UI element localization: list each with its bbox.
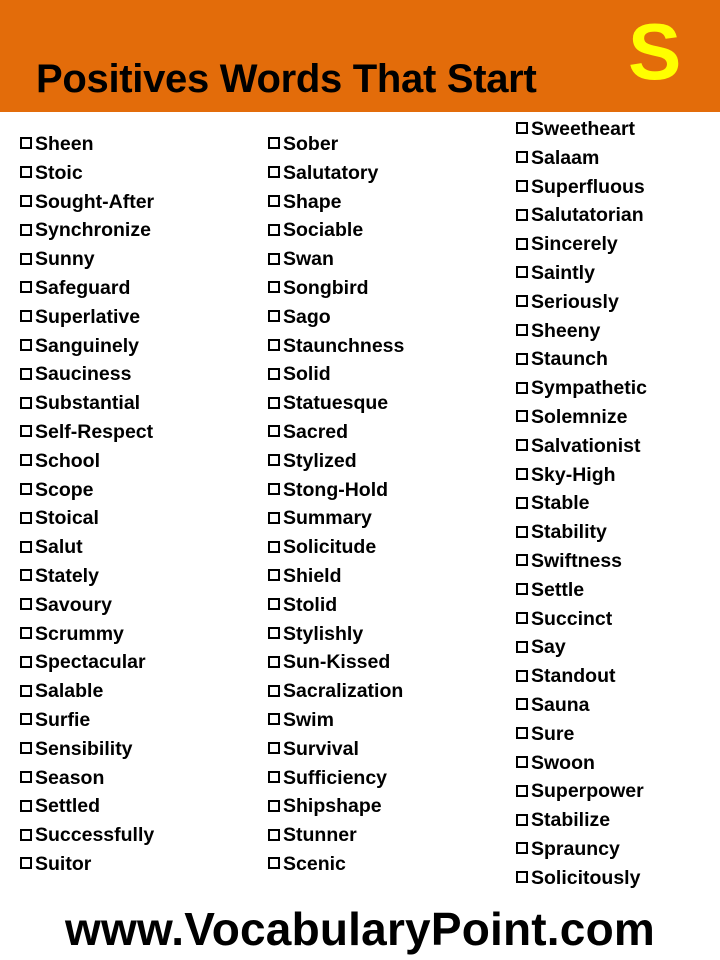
highlight-letter: S (628, 7, 682, 96)
list-item (268, 504, 404, 533)
word-label: Scope (35, 478, 94, 501)
list-item (268, 159, 404, 188)
list-item (516, 461, 647, 490)
checkbox-icon (268, 224, 280, 236)
checkbox-icon (20, 224, 32, 236)
checkbox-icon (516, 324, 528, 336)
word-label: Spectacular (35, 651, 146, 674)
word-label: Sacralization (283, 680, 404, 703)
list-item (516, 777, 647, 806)
checkbox-icon (516, 554, 528, 566)
checkbox-icon (516, 583, 528, 595)
word-label: Solemnize (531, 405, 628, 428)
list-item (516, 345, 647, 374)
word-label: Safeguard (35, 276, 131, 299)
list-item (20, 130, 154, 159)
list-item (268, 245, 404, 274)
checkbox-icon (268, 137, 280, 149)
checkbox-icon (516, 871, 528, 883)
checkbox-icon (516, 151, 528, 163)
checkbox-icon (516, 439, 528, 451)
word-label: Shape (283, 190, 342, 213)
checkbox-icon (20, 656, 32, 668)
list-item (268, 533, 404, 562)
checkbox-icon (20, 368, 32, 380)
word-label: Stunner (283, 824, 357, 847)
word-label: Self-Respect (35, 420, 154, 443)
checkbox-icon (20, 627, 32, 639)
checkbox-icon (268, 368, 280, 380)
list-item (268, 821, 404, 850)
word-label: Synchronize (35, 219, 151, 242)
word-label: Stable (531, 492, 590, 515)
list-item (268, 188, 404, 217)
checkbox-icon (20, 253, 32, 265)
list-item (20, 418, 154, 447)
list-item (268, 764, 404, 793)
checkbox-icon (268, 454, 280, 466)
word-column-3 (516, 115, 647, 893)
list-item (20, 245, 154, 274)
word-label: Savoury (35, 593, 112, 616)
word-label: Sure (531, 722, 575, 745)
list-item (268, 677, 404, 706)
list-item (268, 476, 404, 505)
word-label: Superfluous (531, 175, 645, 198)
word-label: Sauna (531, 693, 590, 716)
list-item (268, 591, 404, 620)
list-item (516, 144, 647, 173)
word-label: Sufficiency (283, 766, 388, 789)
footer-url: www.VocabularyPoint.com (65, 903, 655, 955)
word-column-2 (268, 130, 404, 879)
checkbox-icon (20, 569, 32, 581)
list-item (516, 691, 647, 720)
word-label: Stolid (283, 593, 338, 616)
list-item (516, 633, 647, 662)
word-label: Saintly (531, 261, 595, 284)
word-column-1 (20, 130, 154, 879)
checkbox-icon (268, 166, 280, 178)
checkbox-icon (516, 526, 528, 538)
word-label: Say (531, 636, 566, 659)
checkbox-icon (516, 842, 528, 854)
word-label: Swoon (531, 751, 595, 774)
list-item (20, 677, 154, 706)
word-label: Swiftness (531, 549, 623, 572)
checkbox-icon (20, 166, 32, 178)
checkbox-icon (516, 670, 528, 682)
checkbox-icon (268, 425, 280, 437)
list-item (20, 591, 154, 620)
checkbox-icon (268, 829, 280, 841)
checkbox-icon (268, 253, 280, 265)
list-item (268, 360, 404, 389)
word-label: Settled (35, 795, 101, 818)
checkbox-icon (516, 209, 528, 221)
list-item (516, 749, 647, 778)
list-item (516, 547, 647, 576)
word-label: Settle (531, 578, 585, 601)
list-item (20, 706, 154, 735)
list-item (20, 389, 154, 418)
list-item (20, 476, 154, 505)
checkbox-icon (516, 785, 528, 797)
word-label: Stability (531, 521, 607, 544)
checkbox-icon (268, 397, 280, 409)
list-item (268, 735, 404, 764)
list-item (20, 821, 154, 850)
checkbox-icon (516, 382, 528, 394)
list-item (20, 360, 154, 389)
checkbox-icon (268, 310, 280, 322)
checkbox-icon (20, 339, 32, 351)
word-label: Staunchness (283, 334, 405, 357)
list-item (20, 764, 154, 793)
list-item (516, 864, 647, 893)
list-item (516, 403, 647, 432)
list-item (516, 518, 647, 547)
checkbox-icon (268, 713, 280, 725)
word-label: Stong-Hold (283, 478, 389, 501)
list-item (516, 605, 647, 634)
word-label: Salaam (531, 146, 600, 169)
word-label: Shield (283, 564, 342, 587)
word-label: Stabilize (531, 809, 611, 832)
word-label: Swim (283, 708, 334, 731)
checkbox-icon (268, 742, 280, 754)
checkbox-icon (20, 195, 32, 207)
list-item (516, 835, 647, 864)
checkbox-icon (268, 195, 280, 207)
word-label: Stylishly (283, 622, 364, 645)
checkbox-icon (20, 829, 32, 841)
checkbox-icon (268, 512, 280, 524)
word-label: Songbird (283, 276, 369, 299)
checkbox-icon (20, 541, 32, 553)
list-item (516, 115, 647, 144)
word-label: Scenic (283, 852, 346, 875)
checkbox-icon (516, 410, 528, 422)
list-item (268, 216, 404, 245)
word-label: School (35, 449, 101, 472)
checkbox-icon (20, 800, 32, 812)
checkbox-icon (268, 569, 280, 581)
checkbox-icon (20, 742, 32, 754)
list-item (516, 259, 647, 288)
word-label: Salutatorian (531, 204, 644, 227)
checkbox-icon (20, 281, 32, 293)
list-item (20, 648, 154, 677)
word-label: Season (35, 766, 105, 789)
checkbox-icon (268, 541, 280, 553)
checkbox-icon (268, 339, 280, 351)
word-label: Sincerely (531, 233, 618, 256)
word-label: Stoic (35, 161, 83, 184)
list-item (516, 230, 647, 259)
checkbox-icon (516, 180, 528, 192)
list-item (20, 533, 154, 562)
word-label: Salable (35, 680, 104, 703)
word-label: Sympathetic (531, 377, 647, 400)
list-item (516, 288, 647, 317)
list-item (20, 188, 154, 217)
list-item (20, 792, 154, 821)
list-item (516, 720, 647, 749)
checkbox-icon (516, 698, 528, 710)
word-label: Staunch (531, 348, 608, 371)
word-label: Summary (283, 507, 372, 530)
list-item (20, 274, 154, 303)
checkbox-icon (20, 425, 32, 437)
checkbox-icon (20, 454, 32, 466)
list-item (516, 576, 647, 605)
checkbox-icon (516, 295, 528, 307)
list-item (268, 792, 404, 821)
word-label: Solicitously (531, 866, 641, 889)
list-item (20, 216, 154, 245)
list-item (268, 389, 404, 418)
word-label: Succinct (531, 607, 613, 630)
word-label: Salvationist (531, 434, 641, 457)
word-label: Solid (283, 363, 331, 386)
word-label: Sauciness (35, 363, 132, 386)
word-label: Sprauncy (531, 837, 620, 860)
checkbox-icon (516, 353, 528, 365)
checkbox-icon (268, 685, 280, 697)
checkbox-icon (516, 266, 528, 278)
checkbox-icon (20, 483, 32, 495)
list-item (268, 648, 404, 677)
checkbox-icon (516, 238, 528, 250)
list-item (20, 332, 154, 361)
checkbox-icon (268, 656, 280, 668)
list-item (516, 317, 647, 346)
checkbox-icon (20, 685, 32, 697)
word-label: Sheeny (531, 319, 601, 342)
checkbox-icon (20, 512, 32, 524)
word-label: Substantial (35, 392, 141, 415)
word-label: Surfie (35, 708, 91, 731)
word-label: Salut (35, 536, 83, 559)
word-label: Superlative (35, 305, 141, 328)
list-item (20, 735, 154, 764)
checkbox-icon (20, 713, 32, 725)
list-item (268, 706, 404, 735)
list-item (20, 562, 154, 591)
checkbox-icon (20, 771, 32, 783)
page-title: Positives Words That Start (36, 57, 537, 101)
checkbox-icon (268, 857, 280, 869)
word-label: Successfully (35, 824, 155, 847)
word-label: Stylized (283, 449, 357, 472)
checkbox-icon (516, 612, 528, 624)
checkbox-icon (516, 756, 528, 768)
word-label: Superpower (531, 780, 644, 803)
checkbox-icon (516, 122, 528, 134)
word-label: Sheen (35, 133, 94, 155)
list-item (516, 173, 647, 202)
checkbox-icon (268, 771, 280, 783)
word-label: Sensibility (35, 737, 133, 760)
checkbox-icon (516, 814, 528, 826)
checkbox-icon (20, 310, 32, 322)
word-label: Sacred (283, 420, 349, 443)
checkbox-icon (516, 497, 528, 509)
word-label: Survival (283, 737, 359, 760)
word-label: Sweetheart (531, 118, 636, 140)
checkbox-icon (20, 857, 32, 869)
word-label: Scrummy (35, 622, 124, 645)
word-label: Sago (283, 305, 331, 328)
list-item (268, 447, 404, 476)
word-label: Statuesque (283, 392, 389, 415)
checkbox-icon (516, 468, 528, 480)
word-label: Solicitude (283, 536, 377, 559)
checkbox-icon (516, 641, 528, 653)
checkbox-icon (20, 137, 32, 149)
list-item (516, 806, 647, 835)
list-item (268, 303, 404, 332)
word-label: Seriously (531, 290, 619, 313)
word-label: Swan (283, 248, 334, 271)
list-item (516, 489, 647, 518)
list-item (20, 159, 154, 188)
list-item (268, 562, 404, 591)
word-label: Sun-Kissed (283, 651, 391, 674)
checkbox-icon (20, 598, 32, 610)
checkbox-icon (268, 598, 280, 610)
list-item (268, 274, 404, 303)
list-item (516, 432, 647, 461)
word-label: Sky-High (531, 463, 616, 486)
list-item (268, 130, 404, 159)
checkbox-icon (20, 397, 32, 409)
word-label: Shipshape (283, 795, 382, 818)
list-item (516, 374, 647, 403)
word-label: Standout (531, 665, 616, 688)
list-item (20, 850, 154, 879)
word-label: Stoical (35, 507, 99, 530)
list-item (20, 504, 154, 533)
word-label: Sunny (35, 248, 95, 271)
checkbox-icon (268, 800, 280, 812)
header-banner (0, 0, 720, 112)
word-label: Sought-After (35, 190, 155, 213)
list-item (268, 850, 404, 879)
list-item (20, 447, 154, 476)
word-label: Sanguinely (35, 334, 140, 357)
word-label: Suitor (35, 852, 92, 875)
word-label: Sober (283, 133, 339, 155)
word-label: Stately (35, 564, 99, 587)
checkbox-icon (516, 727, 528, 739)
list-item (20, 303, 154, 332)
list-item (516, 201, 647, 230)
word-label: Salutatory (283, 161, 379, 184)
list-item (20, 620, 154, 649)
checkbox-icon (268, 281, 280, 293)
list-item (268, 620, 404, 649)
word-label: Sociable (283, 219, 364, 242)
checkbox-icon (268, 627, 280, 639)
list-item (516, 662, 647, 691)
list-item (268, 332, 404, 361)
list-item (268, 418, 404, 447)
checkbox-icon (268, 483, 280, 495)
